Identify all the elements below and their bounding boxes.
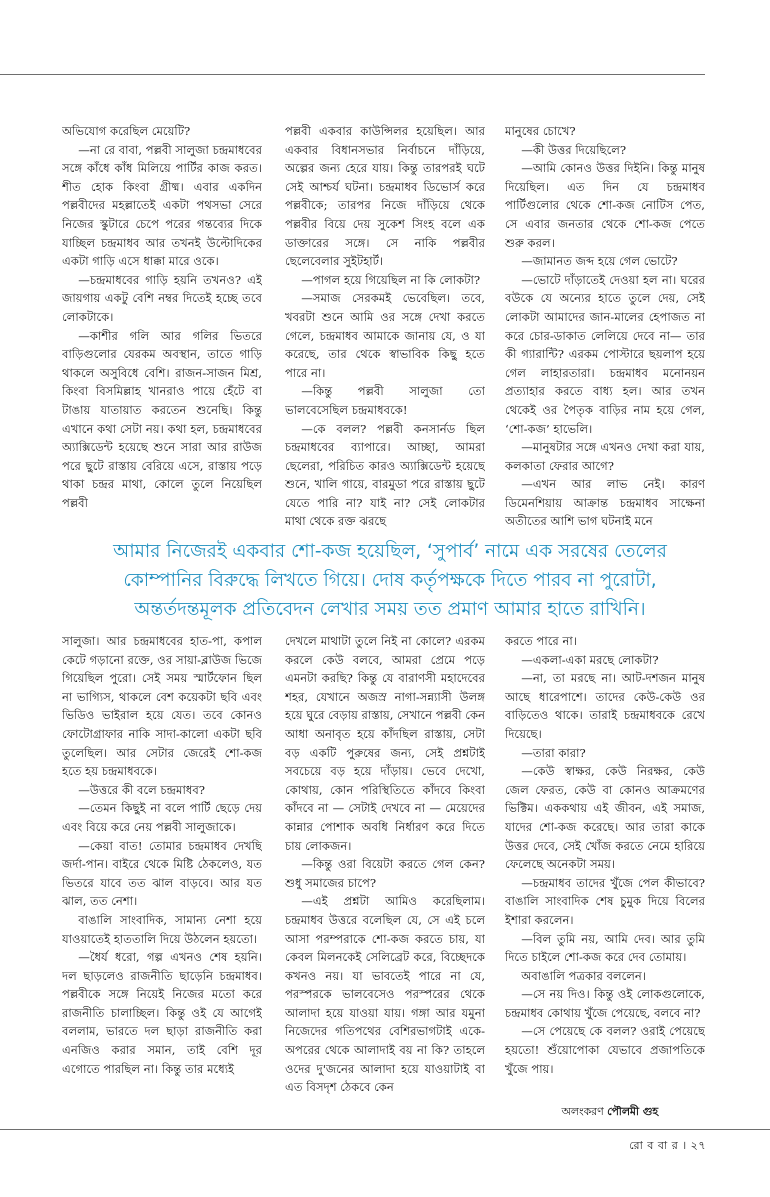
article-paragraph: পল্লবী একবার কাউন্সিলর হয়েছিল। আর একবার বিধানসভার নির্বাচনে দাঁড়িয়ে, অল্পের জন্য হেরে যায়। কিন্তু তারপরই ঘটে সেই আশ্চর্য ঘটনা। চন্দ্রমাধব ডিভোর্স করে পল্লবীকে; তারপর নিজে দাঁড়িয়ে থেকে পল্লবীর বিয়ে দেয় সুকেশ সিংহ বলে এক ডাক্তারের সঙ্গে। সে নাকি পল্লবীর ছেলেবেলার সুইটহার্ট।: [285, 124, 485, 269]
pull-quote-line: কোম্পানির বিরুদ্ধে লিখতে গিয়ে। দোষ কর্তৃপক্ষকে দিতে পারব না পুরোটা,: [123, 570, 657, 591]
article-paragraph: অবাঙালি পত্রকার বললেন।: [521, 968, 646, 983]
article-column-bottom-1: [62, 632, 262, 1100]
pull-quote-line: অন্তর্তদন্তমূলক প্রতিবেদন লেখার সময় তত প্রমাণ আমার হাতে রাখিনি।: [134, 599, 646, 620]
article-paragraph: —ভোটে দাঁড়াতেই দেওয়া হল না। ঘরের বউকে যে অন্যের হাতে তুলে দেয়, সেই লোকটা আমাদের জান-মালের হেপাজত না করে চোর-ডাকাত লেলিয়ে দেবে না— তার কী গ্যারান্টি? এরকম পোস্টারে ছয়লাপ হয়ে গেল লাহারতারা। চন্দ্রমাধব মনোনয়ন প্রত্যাহার করতে বাধ্য হল। আর তখন থেকেই ওর পৈতৃক বাড়ির নাম হয়ে গেল, ‘শো-কজ’ হাভেলি।: [505, 272, 705, 436]
article-paragraph: —সমাজ সেরকমই ভেবেছিল। তবে, খবরটা শুনে আমি ওর সঙ্গে দেখা করতে গেলে, চন্দ্রমাধব আমাকে জানায় যে, ও যা করেছে, তার থেকে স্বাভাবিক কিছু হতে পারে না।: [285, 291, 485, 380]
article-column-top-1: [62, 122, 262, 532]
article-paragraph: —তারা কারা?: [521, 745, 586, 760]
article-column-top-3: [505, 122, 705, 532]
article-paragraph: —তেমন কিছুই না বলে পার্টি ছেড়ে দেয় এবং বিয়ে করে নেয় পল্লবী সালুজাকে।: [62, 801, 262, 834]
article-paragraph: —না রে বাবা, পল্লবী সালুজা চন্দ্রমাধবের সঙ্গে কাঁধে কাঁধ মিলিয়ে পার্টির কাজ করত। শীত হোক কিংবা গ্রীষ্ম। এবার একদিন পল্লবীদের মহল্লাতেই একটা পথসভা সেরে নিজের স্কুটারে চেপে পরের গন্তব্যের দিকে যাচ্ছিল চন্দ্রমাধব আর তখনই উল্টোদিকের একটা গাড়ি এসে ধাক্কা মারে ওকে।: [62, 142, 262, 269]
article-paragraph: সালুজা। আর চন্দ্রমাধবের হাত-পা, কপাল কেটে গড়ানো রক্তে, ওর সায়া-ব্লাউজ ভিজে গিয়েছিল পুরো। সেই সময় স্মার্টফোন ছিল না ভাগ্যিস, থাকলে বেশ কয়েকটা ছবি এবং ভিডিও ভাইরাল হয়ে যেত। তবে কোনও ফোটোগ্রাফার নাকি সাদা-কালো একটা ছবি তুলেছিল। আর সেটার জেরেই শো-কজ হতে হয় চন্দ্রমাধবকে।: [62, 634, 262, 779]
pull-quote-line: আমার নিজেরই একবার শো-কজ হয়েছিল, ‘সুপার্ব’ নামে এক সরষের তেলের: [113, 541, 667, 562]
article-column-bottom-2: [285, 632, 485, 1100]
credit-prefix: অলংকরণ: [561, 1105, 604, 1118]
article-paragraph: —এখন আর লাভ নেই। কারণ ডিমেনশিয়ায় আক্রান্ত চন্দ্রমাধব সাক্ষেনা অতীতের আশি ভাগ ঘটনাই মনে: [505, 477, 705, 529]
article-paragraph: অভিযোগ করেছিল মেয়েটি?: [62, 124, 191, 138]
illustration-credit: [562, 1103, 658, 1122]
credit-name: পৌলমী গুহ: [607, 1105, 658, 1118]
article-paragraph: —এই প্রশ্নটা আমিও করেছিলাম। চন্দ্রমাধব উত্তরে বলেছিল যে, সে এই চলে আসা পরম্পরাকে শো-কজ করতে চায়, যা কেবল মিলনকেই সেলিব্রেট করে, বিচ্ছেদকে কখনও নয়। যা ভাবতেই পারে না যে, পরস্পরকে ভালবেসেও পরস্পরের থেকে আলাদা হয়ে যাওয়া যায়। গঙ্গা আর যমুনা নিজেদের গতিপথের বেশিরভাগটাই একে-অপরের থেকে আলাদাই বয় না কি? তাহলে ওদের দু'জনের আলাদা হয়ে যাওয়াটাই বা এত বিসদৃশ ঠেকবে কেন: [285, 894, 485, 1095]
article-paragraph: —জামানত জব্দ হয়ে গেল ভোটে?: [521, 254, 678, 269]
article-paragraph: —না, তা মরছে না। আট-দশজন মানুষ আছে ধারেপাশে। তাদের কেউ-কেউ ওর বাড়িতেও থাকে। তারাই চন্দ্রমাধবকে রেখে দিয়েছে।: [505, 671, 705, 741]
top-rule: [0, 74, 705, 75]
article-paragraph: —মানুষটার সঙ্গে এখনও দেখা করা যায়, কলকাতা ফেরার আগে?: [505, 440, 705, 473]
article-paragraph: —কাশীর গলি আর গলির ভিতরে বাড়িগুলোর যেরকম অবস্থান, তাতে গাড়ি থাকলে অসুবিধে বেশি। রাজন-সাজন মিশ্র, কিংবা বিসমিল্লাহ খানরাও পায়ে হেঁটে বা টাঙায় যাতায়াত করতেন শুনেছি। কিন্তু এখানে কথা সেটা নয়। কথা হল, চন্দ্রমাধবের অ্যাক্সিডেন্ট হয়েছে শুনে সারা আর রাউজ পরে ছুটে রাস্তায় বেরিয়ে এসে, রাস্তায় পড়ে থাকা চন্দ্রর মাথা, কোলে তুলে নিয়েছিল পল্লবী: [62, 328, 262, 510]
article-paragraph: —পাগল হয়ে গিয়েছিল না কি লোকটা?: [301, 272, 481, 287]
article-paragraph: —একলা-একা মরছে লোকটা?: [521, 652, 659, 667]
article-paragraph: —চন্দ্রমাধব তাদের খুঁজে পেল কীভাবে? বাঙালি সাংবাদিক শেষ চুমুক দিয়ে বিলের ইশারা করলেন।: [505, 875, 705, 927]
article-paragraph: —চন্দ্রমাধবের গাড়ি হয়নি তখনও? এই জায়গায় একটু বেশি নম্বর দিতেই হচ্ছে তবে লোকটাকে।: [62, 272, 262, 324]
article-paragraph: —কেয়া বাত! তোমার চন্দ্রমাধব দেখছি জর্দা-পান। বাইরে থেকে মিষ্টি ঠেকলেও, যত ভিতরে যাবে তত ঝাল বাড়বে। আর যত ঝাল, তত নেশা।: [62, 838, 262, 909]
article-paragraph: —কেউ স্বাক্ষর, কেউ নিরক্ষর, কেউ জেল ফেরত, কেউ বা কোনও আক্রমণের ভিক্টিম। এককথায় এই জীবন, এই সমাজ, যাদের শো-কজ করেছে। আর তারা কাকে উত্তর দেবে, সেই খোঁজ করতে নেমে হারিয়ে ফেলেছে অনেকটা সময়।: [505, 764, 705, 872]
pull-quote: [40, 537, 740, 624]
page-folio: রো ব বা র । ২৭: [629, 1139, 706, 1152]
article-paragraph: —ধৈর্য ধরো, গল্প এখনও শেষ হয়নি। দল ছাড়লেও রাজনীতি ছাড়েনি চন্দ্রমাধব। পল্লবীকে সঙ্গে নিয়েই নিজের মতো করে রাজনীতি চালাচ্ছিল। কিন্তু ওই যে আগেই বললাম, ভারতে দল ছাড়া রাজনীতি করা এনজিও করার সমান, তাই বেশি দূর এগোতে পারছিল না। কিন্তু তার মধ্যেই: [62, 950, 262, 1076]
article-paragraph: —উত্তরে কী বলে চন্দ্রমাধব?: [78, 782, 206, 797]
article-paragraph: —কিন্তু ওরা বিয়েটা করতে গেল কেন? শুধু সমাজের চাপে?: [285, 857, 485, 890]
article-paragraph: —কে বলল? পল্লবী কনসার্নড ছিল চন্দ্রমাধবের ব্যাপারে। আচ্ছা, আমরা ছেলেরা, পরিচিত কারও অ্যাক্সিডেন্ট হয়েছে শুনে, খালি গায়ে, বারমুডা পরে রাস্তায় ছুটে যেতে পারি না? যাই না? সেই লোকটার মাথা থেকে রক্ত ঝরছে: [285, 421, 485, 529]
article-paragraph: করতে পারে না।: [505, 634, 577, 648]
article-paragraph: মানুষের চোখে?: [505, 124, 576, 138]
article-paragraph: —আমি কোনও উত্তর দিইনি। কিন্তু মানুষ দিয়েছিল। এত দিন যে চন্দ্রমাধব পার্টিগুলোর থেকে শো-কজ নোটিস পেত, সে এবার জনতার থেকে শো-কজ পেতে শুরু করল।: [505, 161, 705, 250]
article-column-top-2: [285, 122, 485, 532]
article-paragraph: —সে নয় দিও। কিন্তু ওই লোকগুলোকে, চন্দ্রমাধব কোথায় খুঁজে পেয়েছে, বলবে না?: [505, 987, 705, 1020]
article-paragraph: —কিন্তু পল্লবী সালুজা তো ভালবেসেছিল চন্দ্রমাধবকে!: [285, 384, 485, 417]
article-paragraph: বাঙালি সাংবাদিক, সামান্য নেশা হয়ে যাওয়াতেই হাততালি দিয়ে উঠলেন হয়তো।: [62, 912, 262, 946]
bottom-rule: [0, 1129, 770, 1130]
article-paragraph: —বিল তুমি নয়, আমি দেব। আর তুমি দিতে চাইলে শো-কজ করে দেব তোমায়।: [505, 931, 705, 965]
article-column-bottom-3: [505, 632, 705, 1100]
article-paragraph: দেখলে মাথাটা তুলে নিই না কোলে? এরকম করলে কেউ বলবে, আমরা প্রেমে পড়ে এমনটা করছি? কিন্তু যে বারাণসী মহাদেবের শহর, যেখানে অজস্র নাগা-সন্ন্যাসী উলঙ্গ হয়ে ঘুরে বেড়ায় রাস্তায়, সেখানে পল্লবী কেন আধা অনাবৃত হয়ে কাঁদছিল রাস্তায়, সেটা বড় একটি পুরুষের জন্য, সেই প্রশ্নটাই সবচেয়ে বড় হয়ে দাঁড়ায়। ভেবে দেখো, কোথায়, কোন পরিস্থিতিতে কাঁদবে কিংবা কাঁদবে না — সেটাই দেখবে না — মেয়েদের কান্নার পোশাক অবধি নির্ধারণ করে দিতে চায় লোকজন।: [285, 634, 485, 853]
article-paragraph: —সে পেয়েছে কে বলল? ওরাই পেয়েছে হয়তো! শুঁয়োপোকা যেভাবে প্রজাপতিকে খুঁজে পায়।: [505, 1024, 705, 1076]
article-paragraph: —কী উত্তর দিয়েছিলে?: [521, 142, 627, 157]
